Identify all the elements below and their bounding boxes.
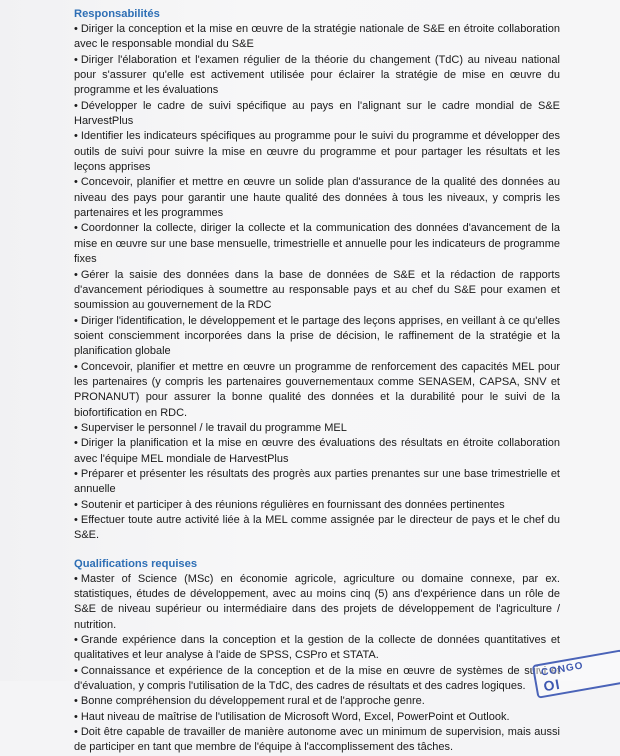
stamp-line-1: CONGO [540, 660, 585, 679]
list-item [74, 22, 560, 53]
bullet-icon: • [74, 498, 78, 511]
list-item-text: Haut niveau de maîtrise de l'utilisation de Microsoft Word, Excel, PowerPoint et Outlook. [80, 710, 510, 723]
list-item-text: Concevoir, planifier et mettre en œuvre un solide plan d'assurance de la qualité des données au niveau des pays pour garantir une haute qualité des données à tous les niveaux, y compris les partenaires et les programmes [74, 176, 560, 220]
list-item-text: Développer le cadre de suivi spécifique au pays en l'alignant sur le cadre mondial de S&E HarvestPlus [74, 99, 560, 128]
list-item-text: Master of Science (MSc) en économie agricole, agriculture ou domaine connexe, par ex. statistiques, études de développement, avec au moins cinq (5) ans d'expérience dans un rôle de S&E de niveau supérieur ou intermédiaire dans des projets de développement de l'agriculture / nutrition. [74, 572, 560, 631]
section-heading-responsabilites: Responsabilités [74, 8, 160, 20]
list-item-text: Soutenir et participer à des réunions régulières en fournissant des données pertinentes [80, 498, 505, 511]
bullet-icon: • [74, 726, 78, 739]
stamp-line-2: OI [542, 675, 562, 695]
document-content [74, 6, 560, 756]
list-item-text: Diriger l'identification, le développement et le partage des leçons apprises, en veillant à ce qu'elles soient consciemment incorporées dans la prise de décision, le raffinement de la stratégie et la planification globale [74, 314, 560, 358]
bullet-icon: • [74, 360, 78, 373]
list-item-text: Gérer la saisie des données dans la base de données de S&E et la rédaction de rapports d'avancement périodiques à soumettre au responsable pays et au chef du S&E pour examen et soumission au gouvernement de la RDC [74, 268, 560, 312]
bullet-icon: • [74, 99, 78, 112]
bullet-icon: • [74, 268, 78, 281]
bullet-icon: • [74, 710, 78, 723]
responsabilites-list [74, 22, 560, 544]
list-item [74, 53, 560, 99]
list-item-text: Diriger la conception et la mise en œuvre de la stratégie nationale de S&E en étroite collaboration avec le responsable mondial du S&E [74, 23, 560, 51]
list-item-text: Concevoir, planifier et mettre en œuvre un programme de renforcement des capacités MEL pour les partenaires (y compris les partenaires gouvernementaux comme SENASEM, CAPSA, SNV et PRONANUT) pour assurer la bonne qualité des données et la durabilité pour le suivi de la biofortification en RDC. [74, 360, 560, 419]
bullet-icon: • [74, 53, 78, 66]
bullet-icon: • [74, 695, 78, 708]
bullet-icon: • [74, 664, 78, 677]
bullet-icon: • [74, 23, 78, 35]
list-item-text: Bonne compréhension du développement rural et de l'approche genre. [80, 695, 425, 708]
list-item [74, 664, 560, 695]
list-item-text: Doit être capable de travailler de manière autonome avec un minimum de supervision, mais aussi de participer en tant que membre de l'équipe à l'accomplissement des tâches. [74, 726, 560, 754]
bullet-icon: • [74, 222, 78, 235]
list-item [74, 513, 560, 544]
list-item [74, 99, 560, 130]
list-item [74, 268, 560, 314]
bullet-icon: • [74, 634, 78, 647]
list-item [74, 633, 560, 664]
bullet-icon: • [74, 467, 78, 480]
list-item-text: Coordonner la collecte, diriger la collecte et la communication des données d'avancement de la mise en œuvre sur une base mensuelle, trimestrielle et annuelle pour les indicateurs de programme fixes [74, 222, 560, 266]
bullet-icon: • [74, 314, 78, 327]
list-item [74, 221, 560, 267]
bullet-icon: • [74, 514, 78, 526]
list-item [74, 498, 560, 513]
bullet-icon: • [74, 176, 78, 189]
list-item [74, 421, 560, 436]
list-item [74, 129, 560, 175]
list-item-text: Diriger l'élaboration et l'examen régulier de la théorie du changement (TdC) au niveau national pour s'assurer qu'elle est activement utilisée pour éclairer la stratégie de mise en œuvre du programme et les évaluations [74, 53, 560, 97]
list-item [74, 694, 560, 709]
list-item [74, 725, 560, 756]
list-item [74, 175, 560, 221]
list-item [74, 710, 560, 725]
list-item-text: Effectuer toute autre activité liée à la MEL comme assignée par le directeur de pays et le chef du S&E. [74, 514, 560, 542]
list-item [74, 314, 560, 360]
list-item-text: Grande expérience dans la conception et la gestion de la collecte de données quantitatives et qualitatives et leur analyse à l'aide de SPSS, CSPro et STATA. [74, 634, 560, 662]
list-item-text: Superviser le personnel / le travail du programme MEL [80, 421, 347, 434]
list-item [74, 467, 560, 498]
section-heading-qualifications: Qualifications requises [74, 557, 198, 570]
list-item [74, 360, 560, 421]
bullet-icon: • [74, 437, 78, 450]
list-item-text: Identifier les indicateurs spécifiques au programme pour le suivi du programme et développer des outils de suivi pour suivre la mise en œuvre du programme et pour partager les résultats et les leçons apprises [74, 130, 560, 174]
list-item [74, 436, 560, 467]
qualifications-list [74, 572, 560, 756]
bullet-icon: • [74, 421, 78, 434]
list-item-text: Diriger la planification et la mise en œuvre des évaluations des résultats en étroite collaboration avec l'équipe MEL mondiale de HarvestPlus [74, 437, 560, 465]
list-item-text: Connaissance et expérience de la conception et de la mise en œuvre de systèmes de suivi et d'évaluation, y compris l'utilisation de la TdC, des cadres de résultats et des cadres logiques. [74, 664, 560, 693]
list-item-text: Préparer et présenter les résultats des progrès aux parties prenantes sur une base trimestrielle et annuelle [74, 467, 560, 496]
list-item [74, 572, 560, 633]
bullet-icon: • [74, 130, 78, 143]
bullet-icon: • [74, 572, 78, 585]
